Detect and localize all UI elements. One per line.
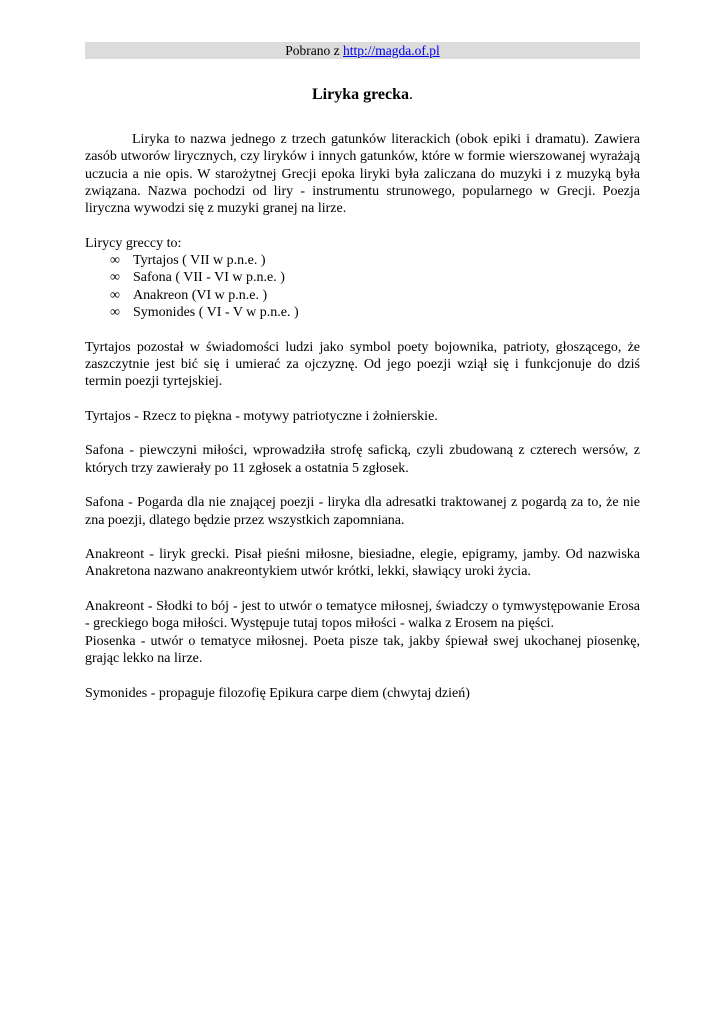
list-item [110,269,640,286]
tyrtajos-work-paragraph: Tyrtajos - Rzecz to piękna - motywy patriotyczne i żołnierskie. [85,408,438,424]
poet-name: Tyrtajos ( VII w p.n.e. ) [133,253,266,269]
infinity-bullet-icon: ∞ [110,287,120,303]
title-dot: . [409,86,414,103]
anakreont-work-paragraph: Anakreont - Słodki to bój - jest to utwór o tematyce miłosnej, świadczy o tymwystępowanie Erosa - greckiego boga miłości. Występuje tutaj topos miłości - walka z Erosem na pięści. [85,599,640,632]
list-item [110,252,640,269]
piosenka-paragraph: Piosenka - utwór o tematyce miłosnej. Poeta pisze tak, jakby śpiewał swej ukochanej piosenkę, grając lekko na lirze. [85,633,640,666]
document-body [85,131,640,702]
list-item [110,287,640,304]
infinity-bullet-icon: ∞ [110,304,120,320]
safona-paragraph: Safona - piewczyni miłości, wprowadziła strofę saficką, czyli zbudowaną z czterech wersów, z których trzy zawierały po 11 zgłosek a ostatnia 5 zgłosek. [85,443,640,476]
download-source-banner [85,42,640,59]
infinity-bullet-icon: ∞ [110,270,120,286]
poets-list [85,252,640,321]
document-title [85,85,640,105]
intro-paragraph: Liryka to nazwa jednego z trzech gatunków literackich (obok epiki i dramatu). Zawiera zasób utworów lirycznych, czy liryków i innych gatunków, które w formie wierszowanej wyrażają uczucia a nie opis. W starożytnej Grecji epoka liryki była zaliczana do muzyki i z muzyką była związana. Nazwa pochodzi od liry - instrumentu strunowego, popularnego w Grecji. Poezja liryczna wywodzi się z muzyki granej na lirze. [85,132,640,217]
safona-work-paragraph: Safona - Pogarda dla nie znającej poezji - liryka dla adresatki traktowanej z pogardą za to, że nie zna poezji, dlatego będzie przez wszystkich zapomniana. [85,495,640,528]
tyrtajos-paragraph: Tyrtajos pozostał w świadomości ludzi jako symbol poety bojownika, patrioty, głoszącego, że zaszczytnie jest bić się i umierać za ojczyznę. Od jego poezji wziął się i funkcjonuje do dziś termin poezji tyrtejskiej. [85,339,640,390]
poets-heading: Lirycy greccy to: [85,235,182,251]
symonides-paragraph: Symonides - propaguje filozofię Epikura carpe diem (chwytaj dzień) [85,685,470,701]
infinity-bullet-icon: ∞ [110,253,120,269]
title-text: Liryka grecka [311,86,410,103]
anakreont-paragraph: Anakreont - liryk grecki. Pisał pieśni miłosne, biesiadne, elegie, epigramy, jamby. Od nazwiska Anakretona nazwano anakreontykiem utwór krótki, lekki, sławiący uroki życia. [85,547,640,580]
banner-prefix: Pobrano z [285,43,343,58]
poet-name: Safona ( VII - VI w p.n.e. ) [133,270,285,286]
document-page [85,42,640,719]
source-link[interactable]: http://magda.of.pl [343,43,440,58]
list-item [110,304,640,321]
poet-name: Symonides ( VI - V w p.n.e. ) [133,304,299,320]
poet-name: Anakreon (VI w p.n.e. ) [133,287,268,303]
